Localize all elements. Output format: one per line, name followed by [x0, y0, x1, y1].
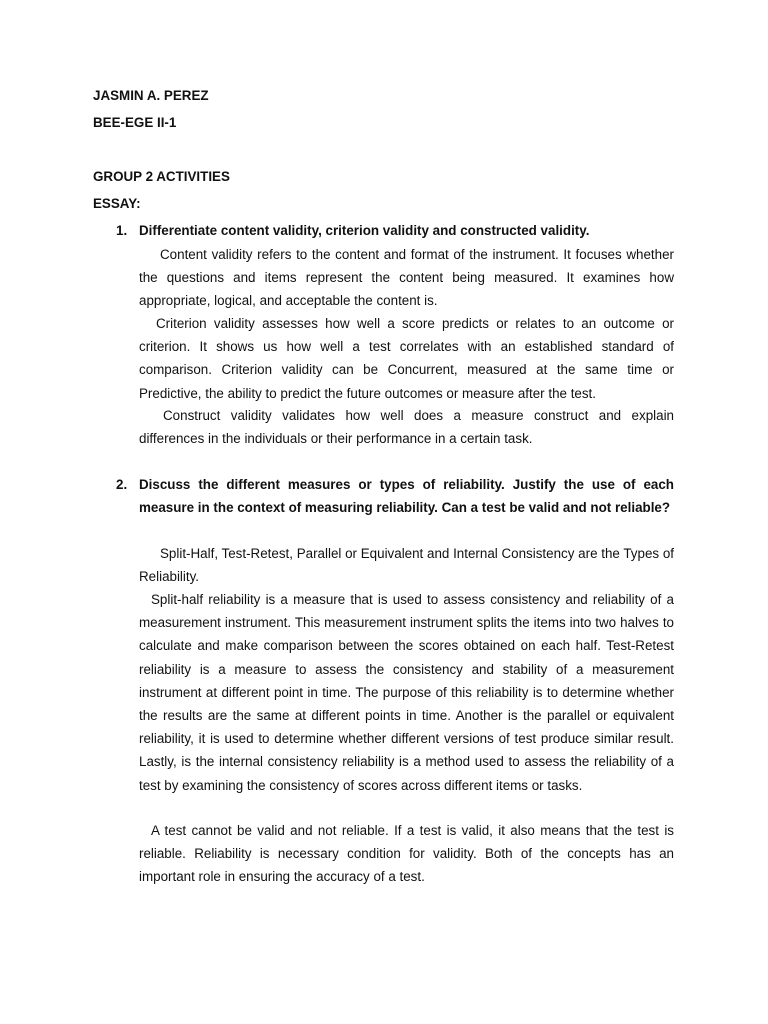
author-name: JASMIN A. PEREZ: [93, 88, 209, 103]
answer-paragraph: Criterion validity assesses how well a score predicts or relates to an outcome or criterion. It shows us how well a test correlates with an established standard of comparison. Criterion validity can be Concurrent, measured at the same time or Predictive, the ability to predict the future outcomes or measure after the test.: [139, 316, 674, 401]
activity-heading: GROUP 2 ACTIVITIES: [93, 169, 230, 184]
answer-paragraph: Split-half reliability is a measure that is used to assess consistency and reliability of a measurement instrument. This measurement instrument splits the items into two halves to calculate and make comparison between the scores obtained on each half. Test-Retest reliability is a measure to assess the consistency and stability of a measurement instrument at different point in time. The purpose of this reliability is to determine whether the results are the same at different points in time. Another is the parallel or equivalent reliability, it is used to determine whether different versions of test produce similar result. Lastly, is the internal consistency reliability is a method used to assess the reliability of a test by examining the consistency of scores across different items or tasks.: [139, 592, 674, 793]
answer-paragraph: A test cannot be valid and not reliable. If a test is valid, it also means that the test is reliable. Reliability is necessary condition for validity. Both of the concepts has an important role in ensuring the accuracy of a test.: [139, 823, 674, 885]
question-prompt: Differentiate content validity, criterion validity and constructed validity.: [139, 223, 590, 238]
question-prompt: Discuss the different measures or types of reliability. Justify the use of each measure in the context of measuring reliability. Can a test be valid and not reliable?: [139, 477, 674, 516]
answer-paragraph: Content validity refers to the content and format of the instrument. It focuses whether the questions and items represent the content being measured. It examines how appropriate, logical, and acceptable the content is.: [139, 247, 674, 309]
essay-label: ESSAY:: [93, 196, 141, 211]
question-number: 2.: [116, 477, 128, 492]
answer-paragraph: Split-Half, Test-Retest, Parallel or Equivalent and Internal Consistency are the Types of Reliability.: [139, 546, 674, 585]
question-number: 1.: [116, 223, 128, 238]
answer-paragraph: Construct validity validates how well does a measure construct and explain differences in the individuals or their performance in a certain task.: [139, 408, 674, 447]
author-section: BEE-EGE II-1: [93, 115, 177, 130]
